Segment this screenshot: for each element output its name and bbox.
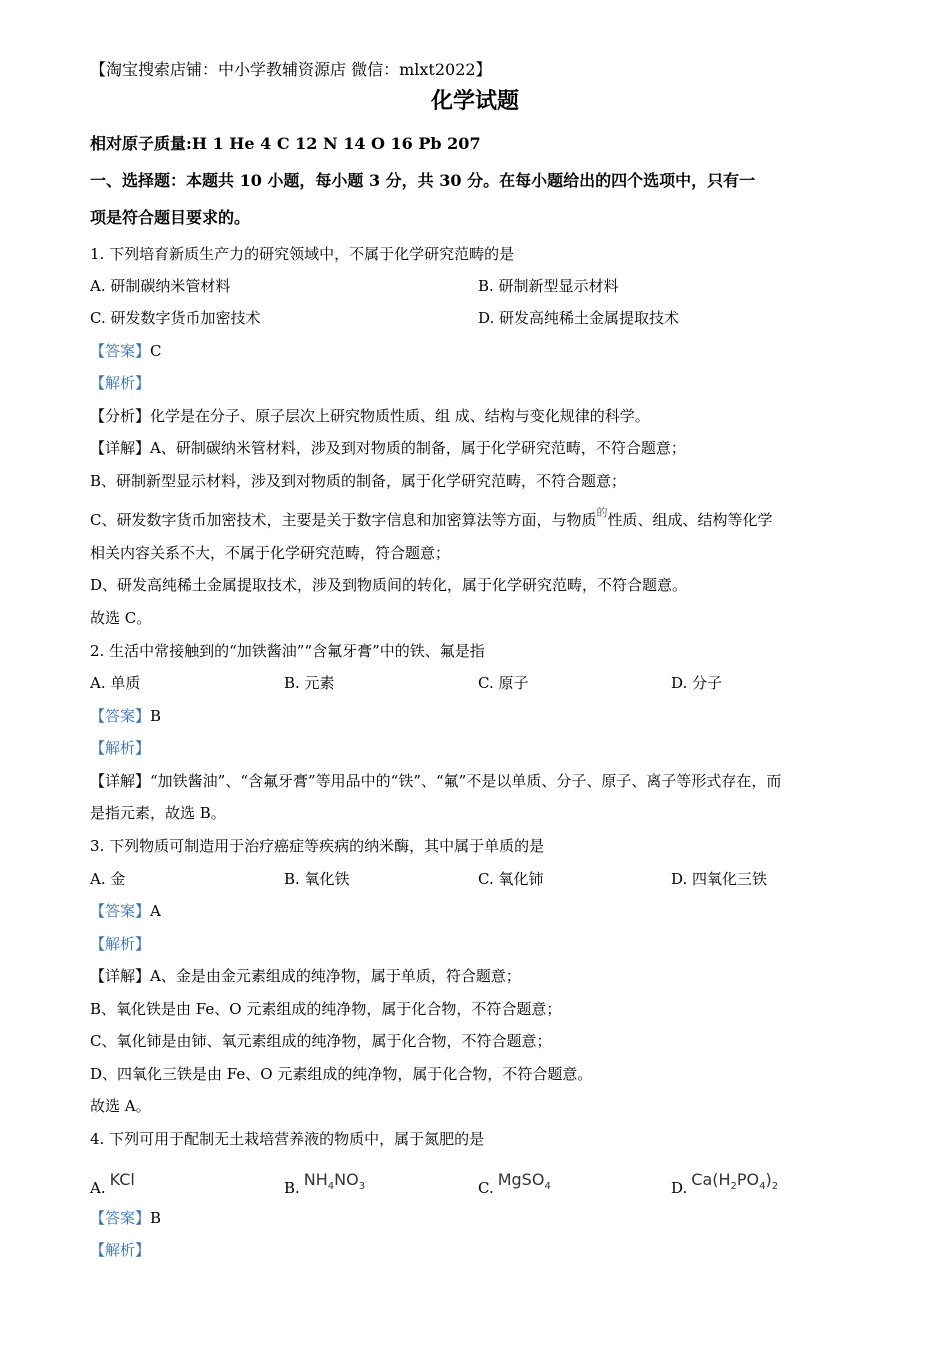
q2-answer-value: B	[150, 707, 162, 725]
q4-answer	[90, 1208, 161, 1228]
formula-part: NO	[334, 1170, 359, 1189]
q1-option-a: A. 研制碳纳米管材料	[90, 277, 231, 295]
q4-option-d-letter: D.	[671, 1179, 688, 1197]
q1-detail-c-cont: 相关内容关系不大，不属于化学研究范畴，符合题意；	[90, 544, 451, 562]
q1-option-d: D. 研发高纯稀土金属提取技术	[478, 309, 680, 327]
q1-option-c: C. 研发数字货币加密技术	[90, 309, 261, 327]
q3-detail-d: D、四氧化三铁是由 Fe、O 元素组成的纯净物，属于化合物，不符合题意。	[90, 1065, 593, 1083]
q3-answer-value: A	[150, 902, 161, 920]
page-title: 化学试题	[430, 88, 519, 114]
q3-option-c: C. 氧化铈	[478, 870, 544, 888]
section-instructions-2: 项是符合题目要求的。	[90, 208, 251, 227]
q1-answer-value: C	[150, 342, 162, 360]
q4-formula-b	[303, 1170, 366, 1193]
q4-answer-value: B	[150, 1209, 162, 1227]
q1-detail-c-de: 的	[596, 506, 608, 519]
q2-option-d: D. 分子	[671, 674, 723, 692]
formula-subscript: 2	[730, 1181, 737, 1193]
q1-answer	[90, 341, 162, 361]
q1-detail-b: B、研制新型显示材料，涉及到对物质的制备，属于化学研究范畴，不符合题意；	[90, 472, 627, 490]
q2-option-a: A. 单质	[90, 674, 141, 692]
q3-stem: 3. 下列物质可制造用于治疗癌症等疾病的纳米酶，其中属于单质的是	[90, 837, 545, 855]
q4-option-b	[284, 1170, 366, 1205]
q2-option-c: C. 原子	[478, 674, 529, 692]
formula-subscript: 3	[358, 1181, 366, 1193]
q1-detail-c-text: C、研发数字货币加密技术，主要是关于数字信息和加密算法等方面，与物质	[90, 511, 597, 529]
formula-part: MgSO	[497, 1170, 545, 1189]
q4-option-b-letter: B.	[284, 1179, 300, 1197]
q1-analysis-label: 【解析】	[90, 374, 151, 392]
q3-option-d: D. 四氧化三铁	[671, 870, 768, 888]
q4-option-a-letter: A.	[90, 1179, 106, 1197]
answer-label: 【答案】	[90, 1209, 151, 1227]
q4-formula-d	[691, 1170, 779, 1193]
q2-stem: 2. 生活中常接触到的“加铁酱油”“含氟牙膏”中的铁、氟是指	[90, 642, 485, 660]
q1-conclusion: 故选 C。	[90, 609, 152, 627]
answer-label: 【答案】	[90, 342, 151, 360]
q3-option-b: B. 氧化铁	[284, 870, 350, 888]
q1-detail-d: D、研发高纯稀土金属提取技术，涉及到物质间的转化，属于化学研究范畴，不符合题意。	[90, 576, 688, 594]
q2-analysis-label: 【解析】	[90, 739, 151, 757]
q4-option-c-letter: C.	[478, 1179, 494, 1197]
q1-detail-c-tail: 性质、组成、结构等化学	[607, 511, 773, 529]
q1-fenxi: 【分析】化学是在分子、原子层次上研究物质性质、组 成、结构与变化规律的科学。	[90, 407, 650, 425]
atomic-masses: 相对原子质量:H 1 He 4 C 12 N 14 O 16 Pb 207	[90, 134, 481, 153]
answer-label: 【答案】	[90, 707, 151, 725]
q3-detail-a: 【详解】A、金是由金元素组成的纯净物，属于单质，符合题意；	[90, 967, 521, 985]
answer-label: 【答案】	[90, 902, 151, 920]
q4-formula-c	[497, 1170, 551, 1193]
q3-option-a: A. 金	[90, 870, 126, 888]
q2-detail-1: 【详解】“加铁酱油”、“含氟牙膏”等用品中的“铁”、“氟”不是以单质、分子、原子、离子等形式存在，而	[90, 772, 782, 790]
q2-detail-2: 是指元素，故选 B。	[90, 804, 226, 822]
q1-detail-a: 【详解】A、研制碳纳米管材料，涉及到对物质的制备，属于化学研究范畴，不符合题意；	[90, 439, 686, 457]
q3-analysis-label: 【解析】	[90, 935, 151, 953]
q4-option-d	[671, 1170, 779, 1205]
q4-option-a	[90, 1170, 135, 1198]
q1-option-b: B. 研制新型显示材料	[478, 277, 619, 295]
q3-detail-b: B、氧化铁是由 Fe、O 元素组成的纯净物，属于化合物，不符合题意；	[90, 1000, 562, 1018]
section-instructions-1: 一、选择题：本题共 10 小题，每小题 3 分，共 30 分。在每小题给出的四个选项中，只有一	[90, 171, 756, 190]
formula-subscript: 2	[771, 1181, 779, 1193]
store-header: 【淘宝搜索店铺：中小学教辅资源店 微信：mlxt2022】	[90, 60, 492, 79]
formula-part: PO	[736, 1170, 760, 1189]
formula-part: )	[765, 1170, 772, 1189]
q2-answer	[90, 706, 161, 726]
q3-detail-c: C、氧化铈是由铈、氧元素组成的纯净物，属于化合物，不符合题意；	[90, 1032, 552, 1050]
q4-stem: 4. 下列可用于配制无土栽培营养液的物质中，属于氮肥的是	[90, 1130, 485, 1148]
q4-analysis-label: 【解析】	[90, 1241, 151, 1259]
formula-subscript: 4	[327, 1181, 335, 1193]
formula-part: NH	[303, 1170, 328, 1189]
q3-answer	[90, 901, 161, 921]
q1-detail-c	[90, 506, 773, 532]
formula-subscript: 4	[759, 1181, 766, 1193]
formula-part: Ca(H	[691, 1170, 731, 1189]
q1-stem: 1. 下列培育新质生产力的研究领域中，不属于化学研究范畴的是	[90, 245, 515, 263]
q3-conclusion: 故选 A。	[90, 1097, 151, 1115]
q2-option-b: B. 元素	[284, 674, 335, 692]
formula-subscript: 4	[544, 1181, 551, 1193]
q4-option-c	[478, 1170, 551, 1205]
q4-formula-a: KCl	[109, 1170, 135, 1189]
